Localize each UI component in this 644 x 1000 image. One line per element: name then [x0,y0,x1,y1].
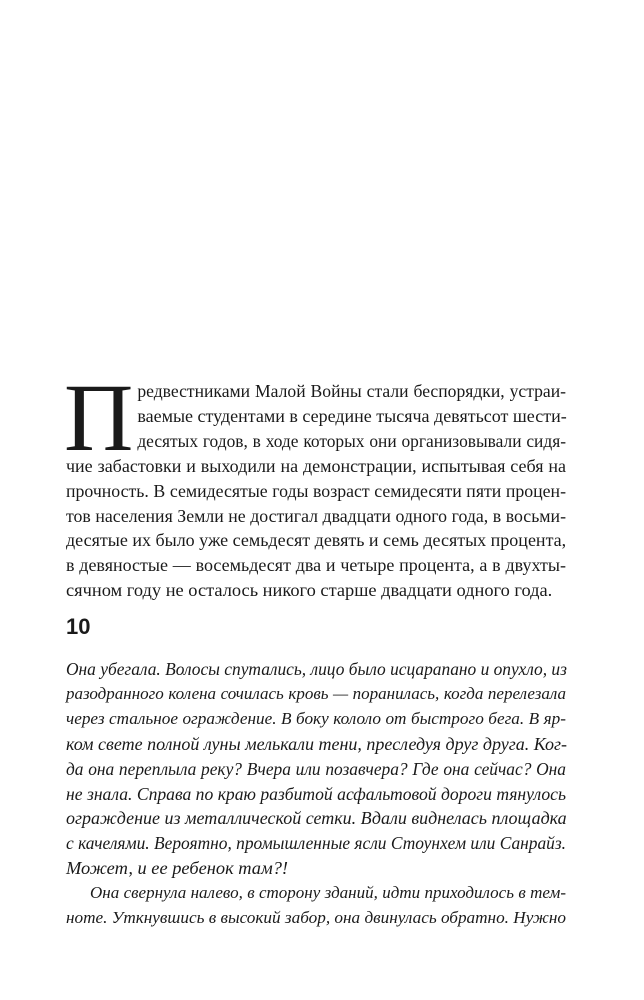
story-line-9: Может, и ее ребенок там?! [66,858,289,879]
intro-line-7: десятые их было уже семьдесят девять и семь десятых процента, [66,530,567,551]
intro-line-6: тов населения Земли не достигал двадцати одного года, в восьми- [66,505,566,526]
story-line-2: разодранного колена сочилась кровь — поранилась, когда перелезала [66,683,566,703]
story-line-10: Она свернула налево, в сторону зданий, идти приходилось в тем- [90,883,566,903]
intro-line-1: редвестниками Малой Войны стали беспорядки, устраи- [137,381,566,401]
intro-line-8: в девяностые — восемьдесят два и четыре процента, а в двухты- [66,555,566,576]
story-line-8: с качелями. Вероятно, промышленные ясли Стоунхем или Санрайз. [66,833,566,854]
intro-line-2: ваемые студентами в середине тысяча девятьсот шести- [137,405,567,426]
story-line-6: не знала. Справа по краю разбитой асфальтовой дороги тянулось [66,783,566,804]
intro-line-3: десятых годов, в ходе которых они организовывали сидя- [137,430,566,451]
intro-line-4: чие забастовки и выходили на демонстрации, испытывая себя на [66,455,566,476]
story-line-4: ком свете полной луны мелькали тени, преследуя друг друга. Ког- [66,733,568,754]
drop-cap: П [64,364,134,471]
intro-paragraph [64,364,567,603]
story-line-3: через стальное ограждение. В боку кололо от быстрого бега. В яр- [66,708,566,728]
story-line-11: ноте. Уткнувшись в высокий забор, она двинулась обратно. Нужно [66,908,566,928]
story-line-1: Она убегала. Волосы спутались, лицо было исцарапано и опухло, из [66,659,567,679]
story-paragraph [66,657,566,931]
intro-line-9: сячном году не осталось никого старше двадцати одного года. [66,580,553,601]
chapter-number: 10 [66,614,91,639]
intro-line-5: прочность. В семидесятые годы возраст семидесяти пяти процен- [66,480,566,501]
story-line-5: да она переплыла реку? Вчера или позавчера? Где она сейчас? Она [66,758,566,779]
story-line-7: ограждение из металлической сетки. Вдали виднелась площадка [66,808,567,829]
